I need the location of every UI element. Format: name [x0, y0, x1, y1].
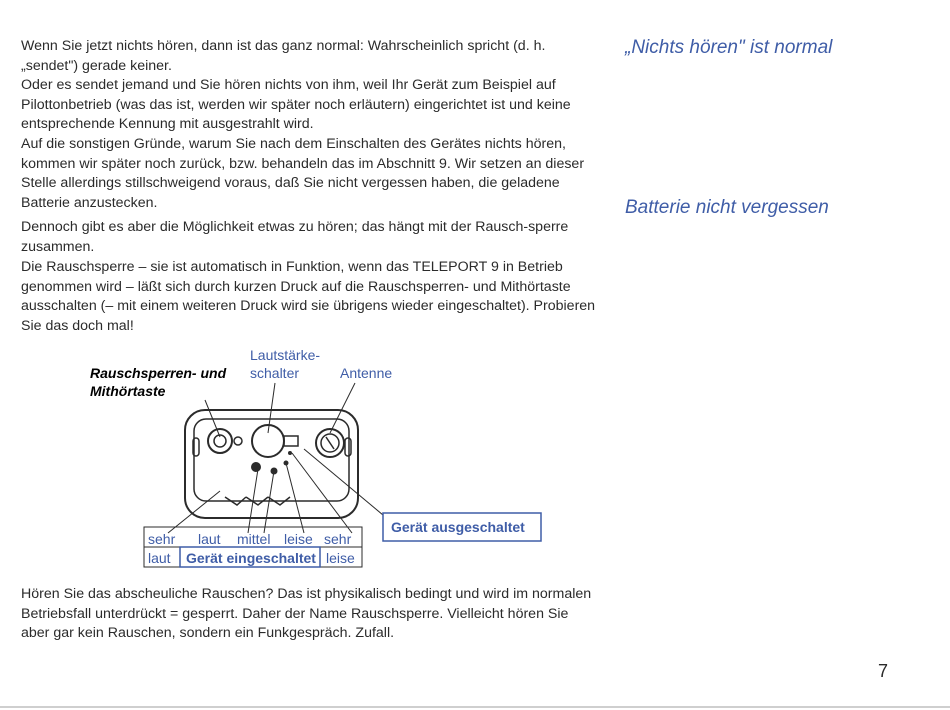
table-sehr-1: sehr: [148, 531, 176, 547]
label-squelch-line2: Mithörtaste: [90, 383, 166, 399]
position-table: [144, 527, 362, 567]
table-leise: leise: [284, 531, 313, 547]
table-geraet-eingeschaltet: Gerät eingeschaltet: [186, 550, 316, 566]
page-number: 7: [878, 661, 889, 681]
radio-diagram: [90, 345, 550, 575]
label-antenna: Antenne: [340, 365, 393, 381]
table-mittel: mittel: [237, 531, 271, 547]
off-box-label: Gerät ausgeschaltet: [391, 519, 525, 535]
table-laut-2: laut: [148, 550, 171, 566]
label-squelch-line1: Rauschsperren- und: [90, 365, 227, 381]
label-volume-line2: schalter: [250, 365, 300, 381]
table-leise-2: leise: [326, 550, 355, 566]
label-volume-line1: Lautstärke-: [250, 347, 321, 363]
margin-note-battery: Batterie nicht vergessen: [625, 197, 829, 218]
paragraph-3: Auf die sonstigen Gründe, warum Sie nach dem Einschalten des Gerätes nichts hören, kommen wir später noch zurück, bzw. behandeln das im Abschnitt 9. Wir setzen an dieser Stelle allerdings stillschweigend voraus, daß Sie nicht vergessen haben, die geladene Batterie anzustecken.: [21, 136, 585, 211]
table-sehr-2: sehr: [324, 531, 352, 547]
paragraph-2: Oder es sendet jemand und Sie hören nichts von ihm, weil Ihr Gerät zum Beispiel auf Pilottonbetrieb (was das ist, werden wir später noch erläutern) eingerichtet ist und keine entsprechende Kennung mit ausgestrahlt wird.: [21, 77, 571, 133]
paragraph-4: Dennoch gibt es aber die Möglichkeit etwas zu hören; das hängt mit der Rausch-sperre zusammen.: [21, 219, 569, 255]
paragraph-1: Wenn Sie jetzt nichts hören, dann ist das ganz normal: Wahrscheinlich spricht (d. h. „sendet") gerade keiner.: [21, 38, 546, 74]
margin-note-nothing-heard: „Nichts hören" ist normal: [625, 37, 833, 58]
bottom-rule: [0, 706, 950, 708]
paragraph-5: Die Rauschsperre – sie ist automatisch in Funktion, wenn das TELEPORT 9 in Betrieb genommen wird – läßt sich durch kurzen Druck auf die Rauschsperren- und Mithörtaste ausschalten (– mit einem weiteren Druck wird sie übrigens wieder eingeschaltet). Probieren Sie das doch mal!: [21, 259, 596, 334]
radio-drawing: [168, 383, 383, 533]
table-laut: laut: [198, 531, 221, 547]
bottom-paragraph: Hören Sie das abscheuliche Rauschen? Das ist physikalisch bedingt und wird im normalen Betriebsfall unterdrückt = gesperrt. Daher der Name Rauschsperre. Vielleicht hören Sie aber gar kein Rauschen, sondern ein Funkgespräch. Zufall.: [21, 586, 592, 642]
